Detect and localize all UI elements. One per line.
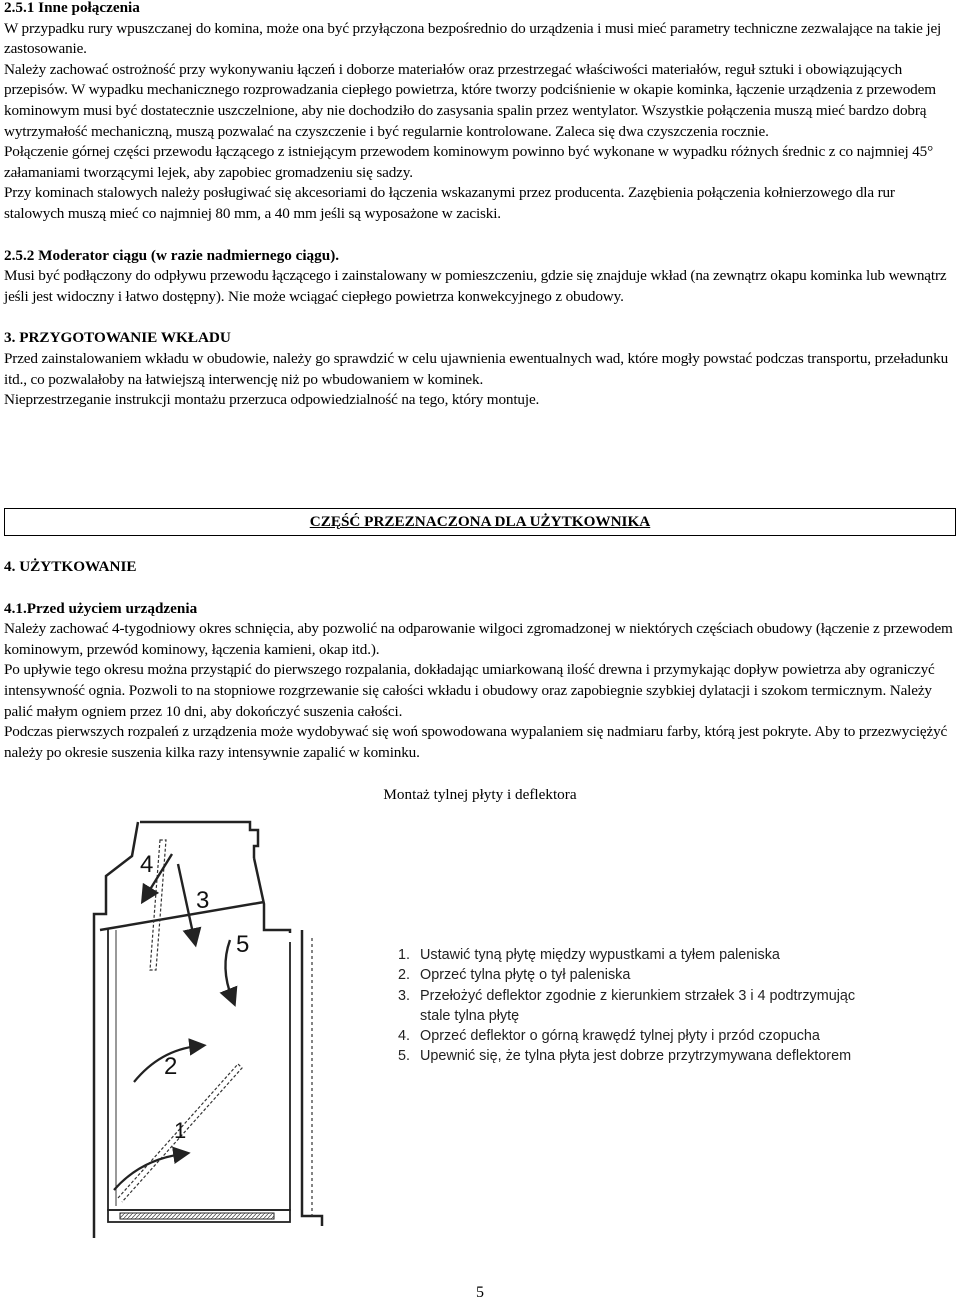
paragraph: Nieprzestrzeganie instrukcji montażu przerzuca odpowiedzialność na tego, który montuje.	[4, 391, 540, 409]
flue-collar-shape	[140, 822, 258, 858]
arrow-5	[225, 940, 232, 998]
paragraph: Przy kominach stalowych należy posługiwać się akcesoriami do łączenia wskazanymi przez producenta. Zazębienia połączenia kołnierzowego dla rur stalowych muszą mieć co najmniej 80 mm, a 40 mm jeśli są wyposażone w zaciski.	[4, 184, 895, 222]
deflector-plate	[100, 902, 264, 930]
firebox-shape	[108, 928, 290, 1210]
label-5: 5	[236, 931, 250, 958]
list-item: 2. Oprzeć tylna płytę o tył paleniska	[398, 967, 631, 984]
heading-2-5-2: 2.5.2 Moderator ciągu (w razie nadmiernego ciągu).	[4, 246, 340, 264]
figure-caption: Montaż tylnej płyty i deflektora	[383, 786, 577, 803]
label-2: 2	[164, 1053, 178, 1080]
page-number: 5	[476, 1284, 484, 1301]
upper-text-block	[4, 0, 956, 411]
user-section-title: CZĘŚĆ PRZEZNACZONA DLA UŻYTKOWNIKA	[309, 513, 651, 530]
list-item-continuation: stale tylna płytę	[420, 1007, 520, 1024]
heading-4-1: 4.1.Przed użyciem urządzenia	[4, 599, 198, 617]
heading-2-5-1: 2.5.1 Inne połączenia	[4, 0, 140, 16]
label-1: 1	[174, 1118, 187, 1143]
heading-4: 4. UŻYTKOWANIE	[4, 558, 137, 575]
list-item: 4. Oprzeć deflektor o górną krawędź tylnej płyty i przód czopucha	[398, 1028, 820, 1045]
list-item: 5. Upewnić się, że tylna płyta jest dobrze przytrzymywana deflektorem	[398, 1048, 852, 1065]
paragraph: Należy zachować 4-tygodniowy okres schnięcia, aby pozwolić na odparowanie wilgoci zgromadzonej w niektórych częściach obudowy (łączenie z przewodem kominowym, przewód kominowy, łączenia kamieni, okap itd.).	[4, 620, 953, 658]
user-section-box	[4, 508, 956, 536]
label-4: 4	[140, 851, 154, 878]
paragraph: W przypadku rury wpuszczanej do komina, może ona być przyłączona bezpośrednio do urządzenia i musi mieć parametry techniczne zezwalające na takie jej zastosowanie.	[4, 19, 942, 58]
paragraph: Przed zainstalowaniem wkładu w obudowie, należy go sprawdzić w celu ujawnienia ewentualnych wad, które mogły powstać podczas transportu, przeładunku itd., co pozwalałoby na łatwiejszą interwencję niż po wbudowaniem w kominek.	[4, 349, 949, 388]
fireplace-diagram	[80, 818, 330, 1238]
arrow-3	[178, 864, 194, 938]
assembly-steps-list	[398, 945, 938, 1067]
paragraph: Należy zachować ostrożność przy wykonywaniu łączeń i doborze materiałów oraz przestrzegać właściwości materiałów, reguł sztuki i obowiązujących przepisów. W wypadku mechanicznego rozprowadzania ciepłego powietrza, które tworzy podciśnienie w okapie kominka, łączenie urządzenia z przewodem kominowym musi być dostatecznie uszczelnione, aby nie dochodziło do zasysania spalin przez wentylator. Wszystkie połączenia muszą mieć bardzo dobrą wytrzymałość mechaniczną, muszą pozwalać na czyszczenie i być regularnie kontrolowane. Zaleca się dwa czyszczenia rocznie.	[4, 60, 936, 140]
hood-right-shape	[254, 858, 290, 933]
paragraph: Musi być podłączony do odpływu przewodu łączącego i zainstalowany w pomieszczeniu, gdzie się znajduje wkład (na zewnątrz okapu kominka lub wewnątrz jeśli jest widoczny i łatwo dostępny). Nie może wciągać ciepłego powietrza konwekcyjnego z obudowy.	[4, 267, 947, 305]
arrow-1	[114, 1154, 182, 1190]
label-3: 3	[196, 887, 210, 914]
paragraph: Po upływie tego okresu można przystąpić do pierwszego rozpalania, dokładając umiarkowaną ilość drewna i przymykając dopływ powietrza aby ograniczyć intensywność ognia. Pozwoli to na stopniowe rozgrzewanie się całości wkładu i obudowy oraz zapobiegnie szybkiej dylatacji i szokom termicznym. Należy palić małym ogniem przez 10 dni, aby dokończyć suszenia całości.	[4, 661, 935, 720]
heading-3: 3. PRZYGOTOWANIE WKŁADU	[4, 329, 231, 347]
list-item: 1. Ustawić tyną płytę między wypustkami a tyłem paleniska	[398, 947, 780, 963]
list-item: 3. Przełożyć deflektor zgodnie z kierunkiem strzałek 3 i 4 podtrzymując	[398, 987, 856, 1004]
ash-pan	[120, 1213, 274, 1219]
paragraph: Podczas pierwszych rozpaleń z urządzenia może wydobywać się woń spowodowana wypalaniem się nadmiaru farby, którą jest pokryte. Aby to przezwyciężyć należy po okresie suszenia kilka razy intensywnie zapalić w kominku.	[4, 723, 948, 761]
paragraph: Połączenie górnej części przewodu łączącego z istniejącym przewodem kominowym powinno być wykonane w wypadku różnych średnic z co najmniej 45° załamaniami tworzącymi lejek, aby zapobiec gromadzeniu się sadzy.	[4, 143, 934, 181]
lower-text-block	[4, 557, 956, 763]
